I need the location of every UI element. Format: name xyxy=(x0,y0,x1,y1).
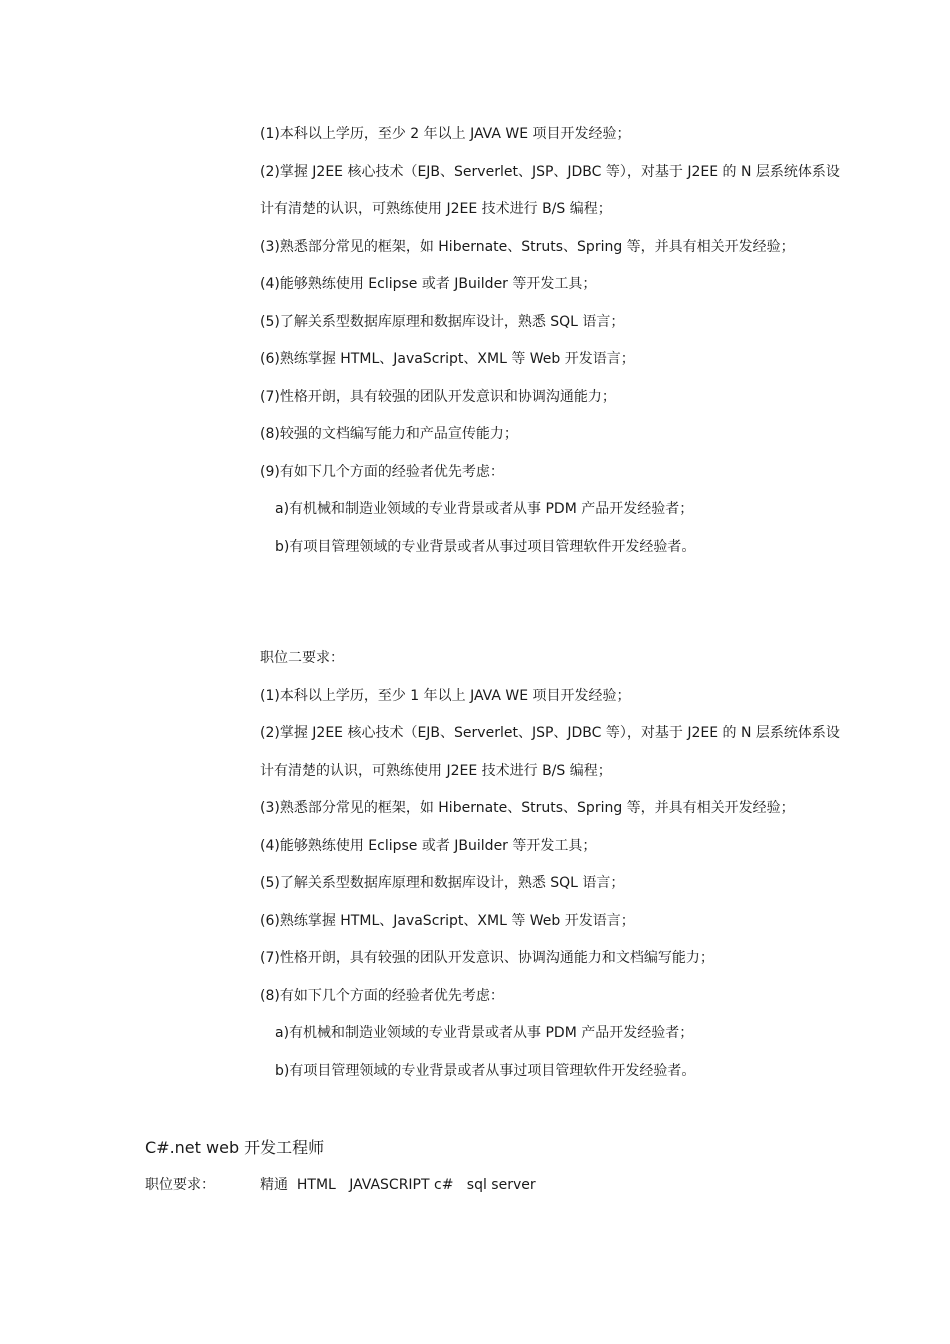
csharp-section-title: C#.net web 开发工程师 xyxy=(145,1138,325,1157)
position1-requirements xyxy=(260,124,900,574)
requirement-item: (8)有如下几个方面的经验者优先考虑： xyxy=(260,987,504,1004)
preferred-subitem: b)有项目管理领域的专业背景或者从事过项目管理软件开发经验者。 xyxy=(275,1062,696,1079)
position2-heading: 职位二要求： xyxy=(260,650,344,666)
requirement-item: (1)本科以上学历，至少 1 年以上 JAVA WE 项目开发经验； xyxy=(260,687,631,704)
position2-requirements xyxy=(260,648,900,1098)
requirement-item: (1)本科以上学历，至少 2 年以上 JAVA WE 项目开发经验； xyxy=(260,126,631,142)
requirement-item: (7)性格开朗，具有较强的团队开发意识和协调沟通能力； xyxy=(260,388,616,405)
preferred-subitem: a)有机械和制造业领域的专业背景或者从事 PDM 产品开发经验者； xyxy=(275,1025,694,1041)
requirement-item-continuation: 计有清楚的认识，可熟练使用 J2EE 技术进行 B/S 编程； xyxy=(260,762,612,779)
requirement-item: (2)掌握 J2EE 核心技术（EJB、Serverlet、JSP、JDBC 等），对基于 J2EE 的 N 层系统体系设 xyxy=(260,725,840,741)
requirement-item: (7)性格开朗，具有较强的团队开发意识、协调沟通能力和文档编写能力； xyxy=(260,950,714,966)
csharp-requirements-label: 职位要求： xyxy=(145,1177,215,1193)
requirement-item: (6)熟练掌握 HTML、JavaScript、XML 等 Web 开发语言； xyxy=(260,351,635,367)
requirement-item: (8)较强的文档编写能力和产品宣传能力； xyxy=(260,426,518,442)
requirement-item: (4)能够熟练使用 Eclipse 或者 JBuilder 等开发工具； xyxy=(260,276,597,292)
requirement-item: (5)了解关系型数据库原理和数据库设计，熟悉 SQL 语言； xyxy=(260,875,625,891)
requirement-item: (5)了解关系型数据库原理和数据库设计，熟悉 SQL 语言； xyxy=(260,313,625,330)
preferred-subitem: b)有项目管理领域的专业背景或者从事过项目管理软件开发经验者。 xyxy=(275,538,696,555)
requirement-item: (2)掌握 J2EE 核心技术（EJB、Serverlet、JSP、JDBC 等），对基于 J2EE 的 N 层系统体系设 xyxy=(260,163,840,180)
requirement-item-continuation: 计有清楚的认识，可熟练使用 J2EE 技术进行 B/S 编程； xyxy=(260,201,612,217)
requirement-item: (4)能够熟练使用 Eclipse 或者 JBuilder 等开发工具； xyxy=(260,837,597,854)
requirement-item: (3)熟悉部分常见的框架，如 Hibernate、Struts、Spring 等，并具有相关开发经验； xyxy=(260,238,795,255)
requirement-item: (3)熟悉部分常见的框架，如 Hibernate、Struts、Spring 等，并具有相关开发经验； xyxy=(260,800,795,816)
csharp-requirements-value: 精通 HTML JAVASCRIPT c# sql server xyxy=(260,1177,536,1193)
requirement-item: (9)有如下几个方面的经验者优先考虑： xyxy=(260,463,504,480)
preferred-subitem: a)有机械和制造业领域的专业背景或者从事 PDM 产品开发经验者； xyxy=(275,501,694,517)
requirement-item: (6)熟练掌握 HTML、JavaScript、XML 等 Web 开发语言； xyxy=(260,912,635,929)
